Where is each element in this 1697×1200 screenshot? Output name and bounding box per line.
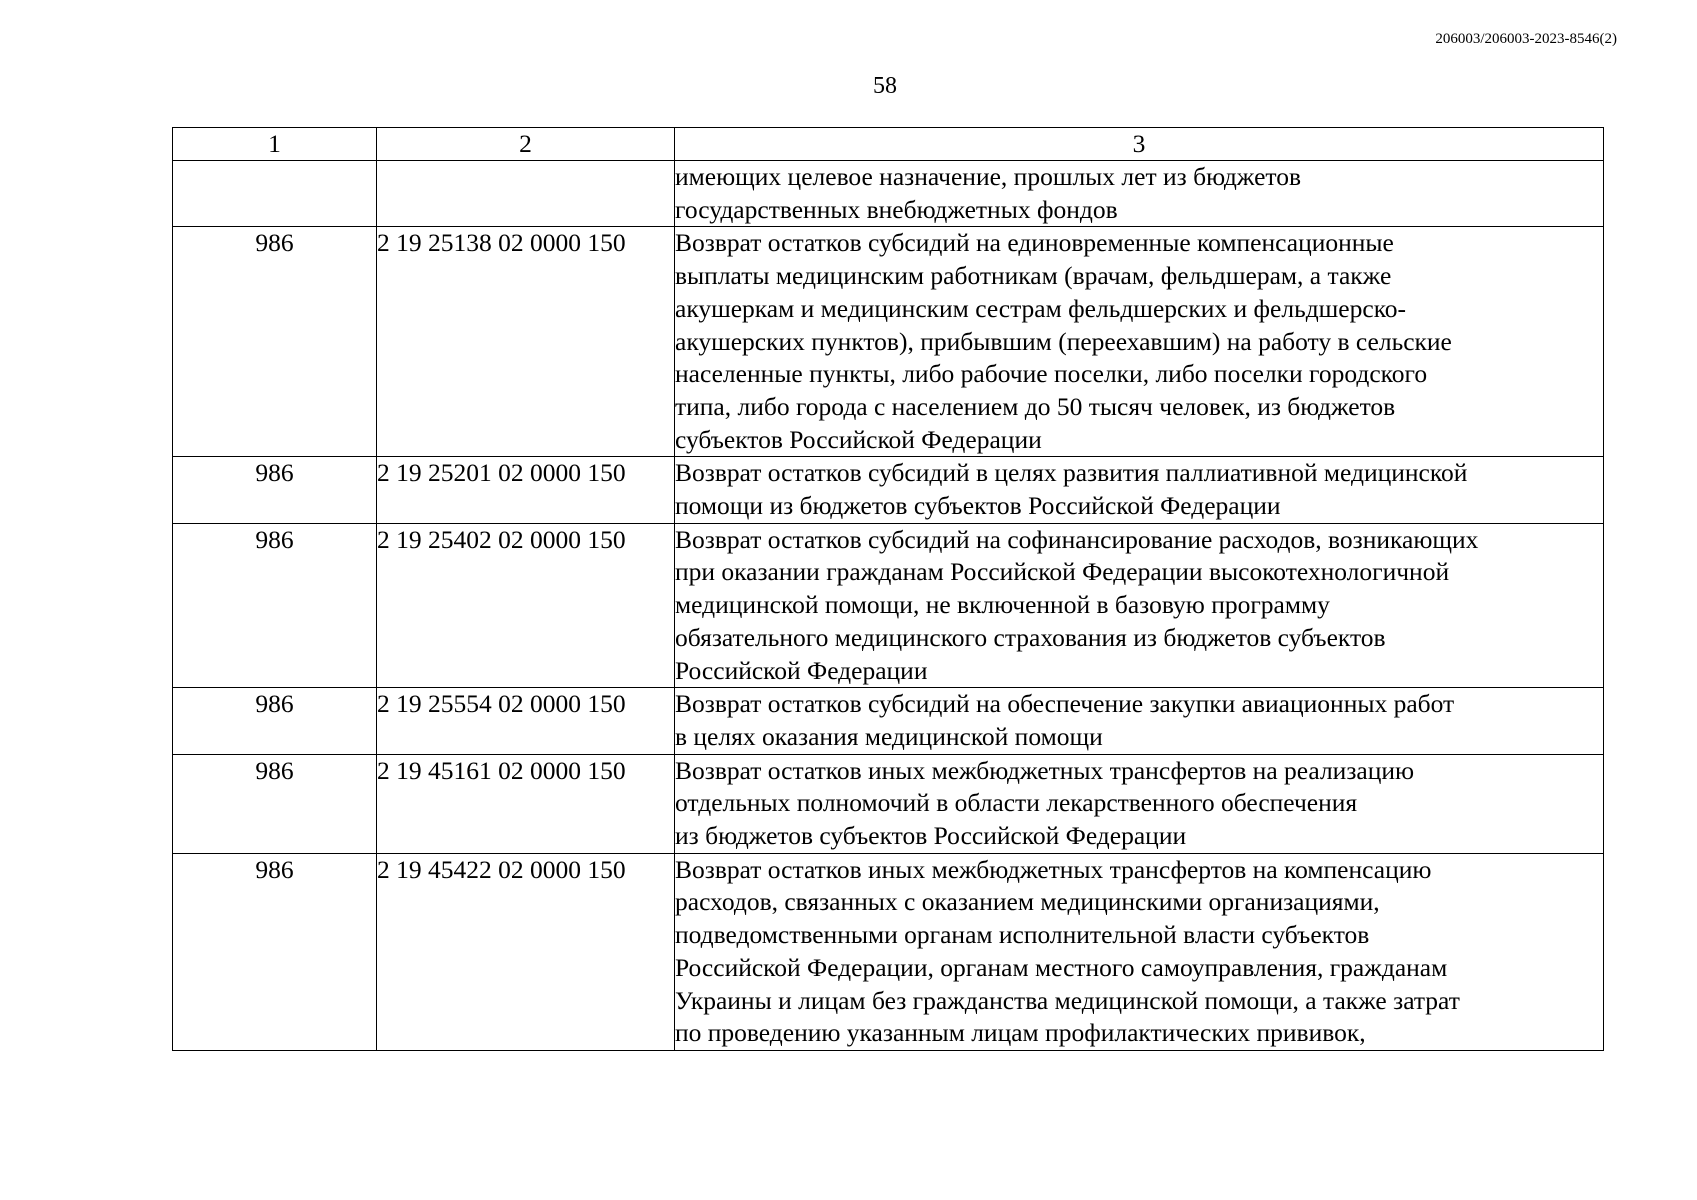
description-cell xyxy=(675,457,1604,523)
table-body xyxy=(173,161,1604,1051)
description-line: Украины и лицам без гражданства медицинской помощи, а также затрат xyxy=(675,985,1460,1015)
admin-code-cell: 986 xyxy=(173,754,377,853)
description-line: подведомственными органам исполнительной власти субъектов xyxy=(675,920,1370,950)
description-line: типа, либо города с населением до 50 тысяч человек, из бюджетов xyxy=(675,391,1396,421)
table-row xyxy=(173,523,1604,688)
page-number: 58 xyxy=(873,73,897,99)
budget-codes-table xyxy=(172,127,1604,1051)
description-line: акушеркам и медицинским сестрам фельдшерских и фельдшерско- xyxy=(675,293,1407,323)
admin-code-cell: 986 xyxy=(173,853,377,1050)
table-row xyxy=(173,688,1604,754)
table-header-row xyxy=(173,128,1604,161)
description-cell xyxy=(675,754,1604,853)
description-line: медицинской помощи, не включенной в базовую программу xyxy=(675,590,1330,620)
description-line: из бюджетов субъектов Российской Федерации xyxy=(675,821,1187,851)
description-cell xyxy=(675,227,1604,457)
column-header-3: 3 xyxy=(675,128,1604,161)
description-cell xyxy=(675,161,1604,227)
description-line: Возврат остатков субсидий на софинансирование расходов, возникающих xyxy=(675,524,1479,554)
description-cell xyxy=(675,853,1604,1050)
description-line: населенные пункты, либо рабочие поселки, либо поселки городского xyxy=(675,359,1428,389)
description-line: Возврат остатков иных межбюджетных трансфертов на реализацию xyxy=(675,755,1415,785)
description-cell xyxy=(675,688,1604,754)
budget-code-cell: 2 19 45422 02 0000 150 xyxy=(377,853,675,1050)
description-line: при оказании гражданам Российской Федерации высокотехнологичной xyxy=(675,557,1450,587)
description-line: Российской Федерации xyxy=(675,655,928,685)
admin-code-cell: 986 xyxy=(173,523,377,688)
budget-code-cell xyxy=(377,161,675,227)
description-line: отдельных полномочий в области лекарственного обеспечения xyxy=(675,788,1358,818)
description-line: в целях оказания медицинской помощи xyxy=(675,721,1103,751)
description-line: Возврат остатков субсидий на обеспечение закупки авиационных работ xyxy=(675,689,1455,719)
description-line: помощи из бюджетов субъектов Российской Федерации xyxy=(675,491,1281,521)
table-row xyxy=(173,457,1604,523)
description-cell xyxy=(675,523,1604,688)
column-header-2: 2 xyxy=(377,128,675,161)
budget-code-cell: 2 19 25554 02 0000 150 xyxy=(377,688,675,754)
document-number: 206003/206003-2023-8546(2) xyxy=(1435,31,1617,47)
budget-code-cell: 2 19 25402 02 0000 150 xyxy=(377,523,675,688)
admin-code-cell: 986 xyxy=(173,227,377,457)
budget-code-cell: 2 19 25201 02 0000 150 xyxy=(377,457,675,523)
description-line: государственных внебюджетных фондов xyxy=(675,194,1118,224)
admin-code-cell xyxy=(173,161,377,227)
description-line: субъектов Российской Федерации xyxy=(675,424,1042,454)
budget-code-cell: 2 19 25138 02 0000 150 xyxy=(377,227,675,457)
column-header-1: 1 xyxy=(173,128,377,161)
table-row xyxy=(173,227,1604,457)
table-row xyxy=(173,754,1604,853)
description-line: Возврат остатков субсидий в целях развития паллиативной медицинской xyxy=(675,458,1468,488)
description-line: Возврат остатков субсидий на единовременные компенсационные xyxy=(675,228,1394,258)
admin-code-cell: 986 xyxy=(173,457,377,523)
description-line: по проведению указанным лицам профилактических прививок, xyxy=(675,1018,1366,1048)
description-line: Возврат остатков иных межбюджетных трансфертов на компенсацию xyxy=(675,854,1432,884)
description-line: Российской Федерации, органам местного самоуправления, гражданам xyxy=(675,952,1448,982)
description-line: имеющих целевое назначение, прошлых лет из бюджетов xyxy=(675,162,1301,191)
table-row xyxy=(173,161,1604,227)
description-line: обязательного медицинского страхования из бюджетов субъектов xyxy=(675,622,1386,652)
admin-code-cell: 986 xyxy=(173,688,377,754)
description-line: выплаты медицинским работникам (врачам, фельдшерам, а также xyxy=(675,261,1392,291)
description-line: акушерских пунктов), прибывшим (переехавшим) на работу в сельские xyxy=(675,326,1452,356)
table-row xyxy=(173,853,1604,1050)
description-line: расходов, связанных с оказанием медицинскими организациями, xyxy=(675,887,1380,917)
budget-code-cell: 2 19 45161 02 0000 150 xyxy=(377,754,675,853)
